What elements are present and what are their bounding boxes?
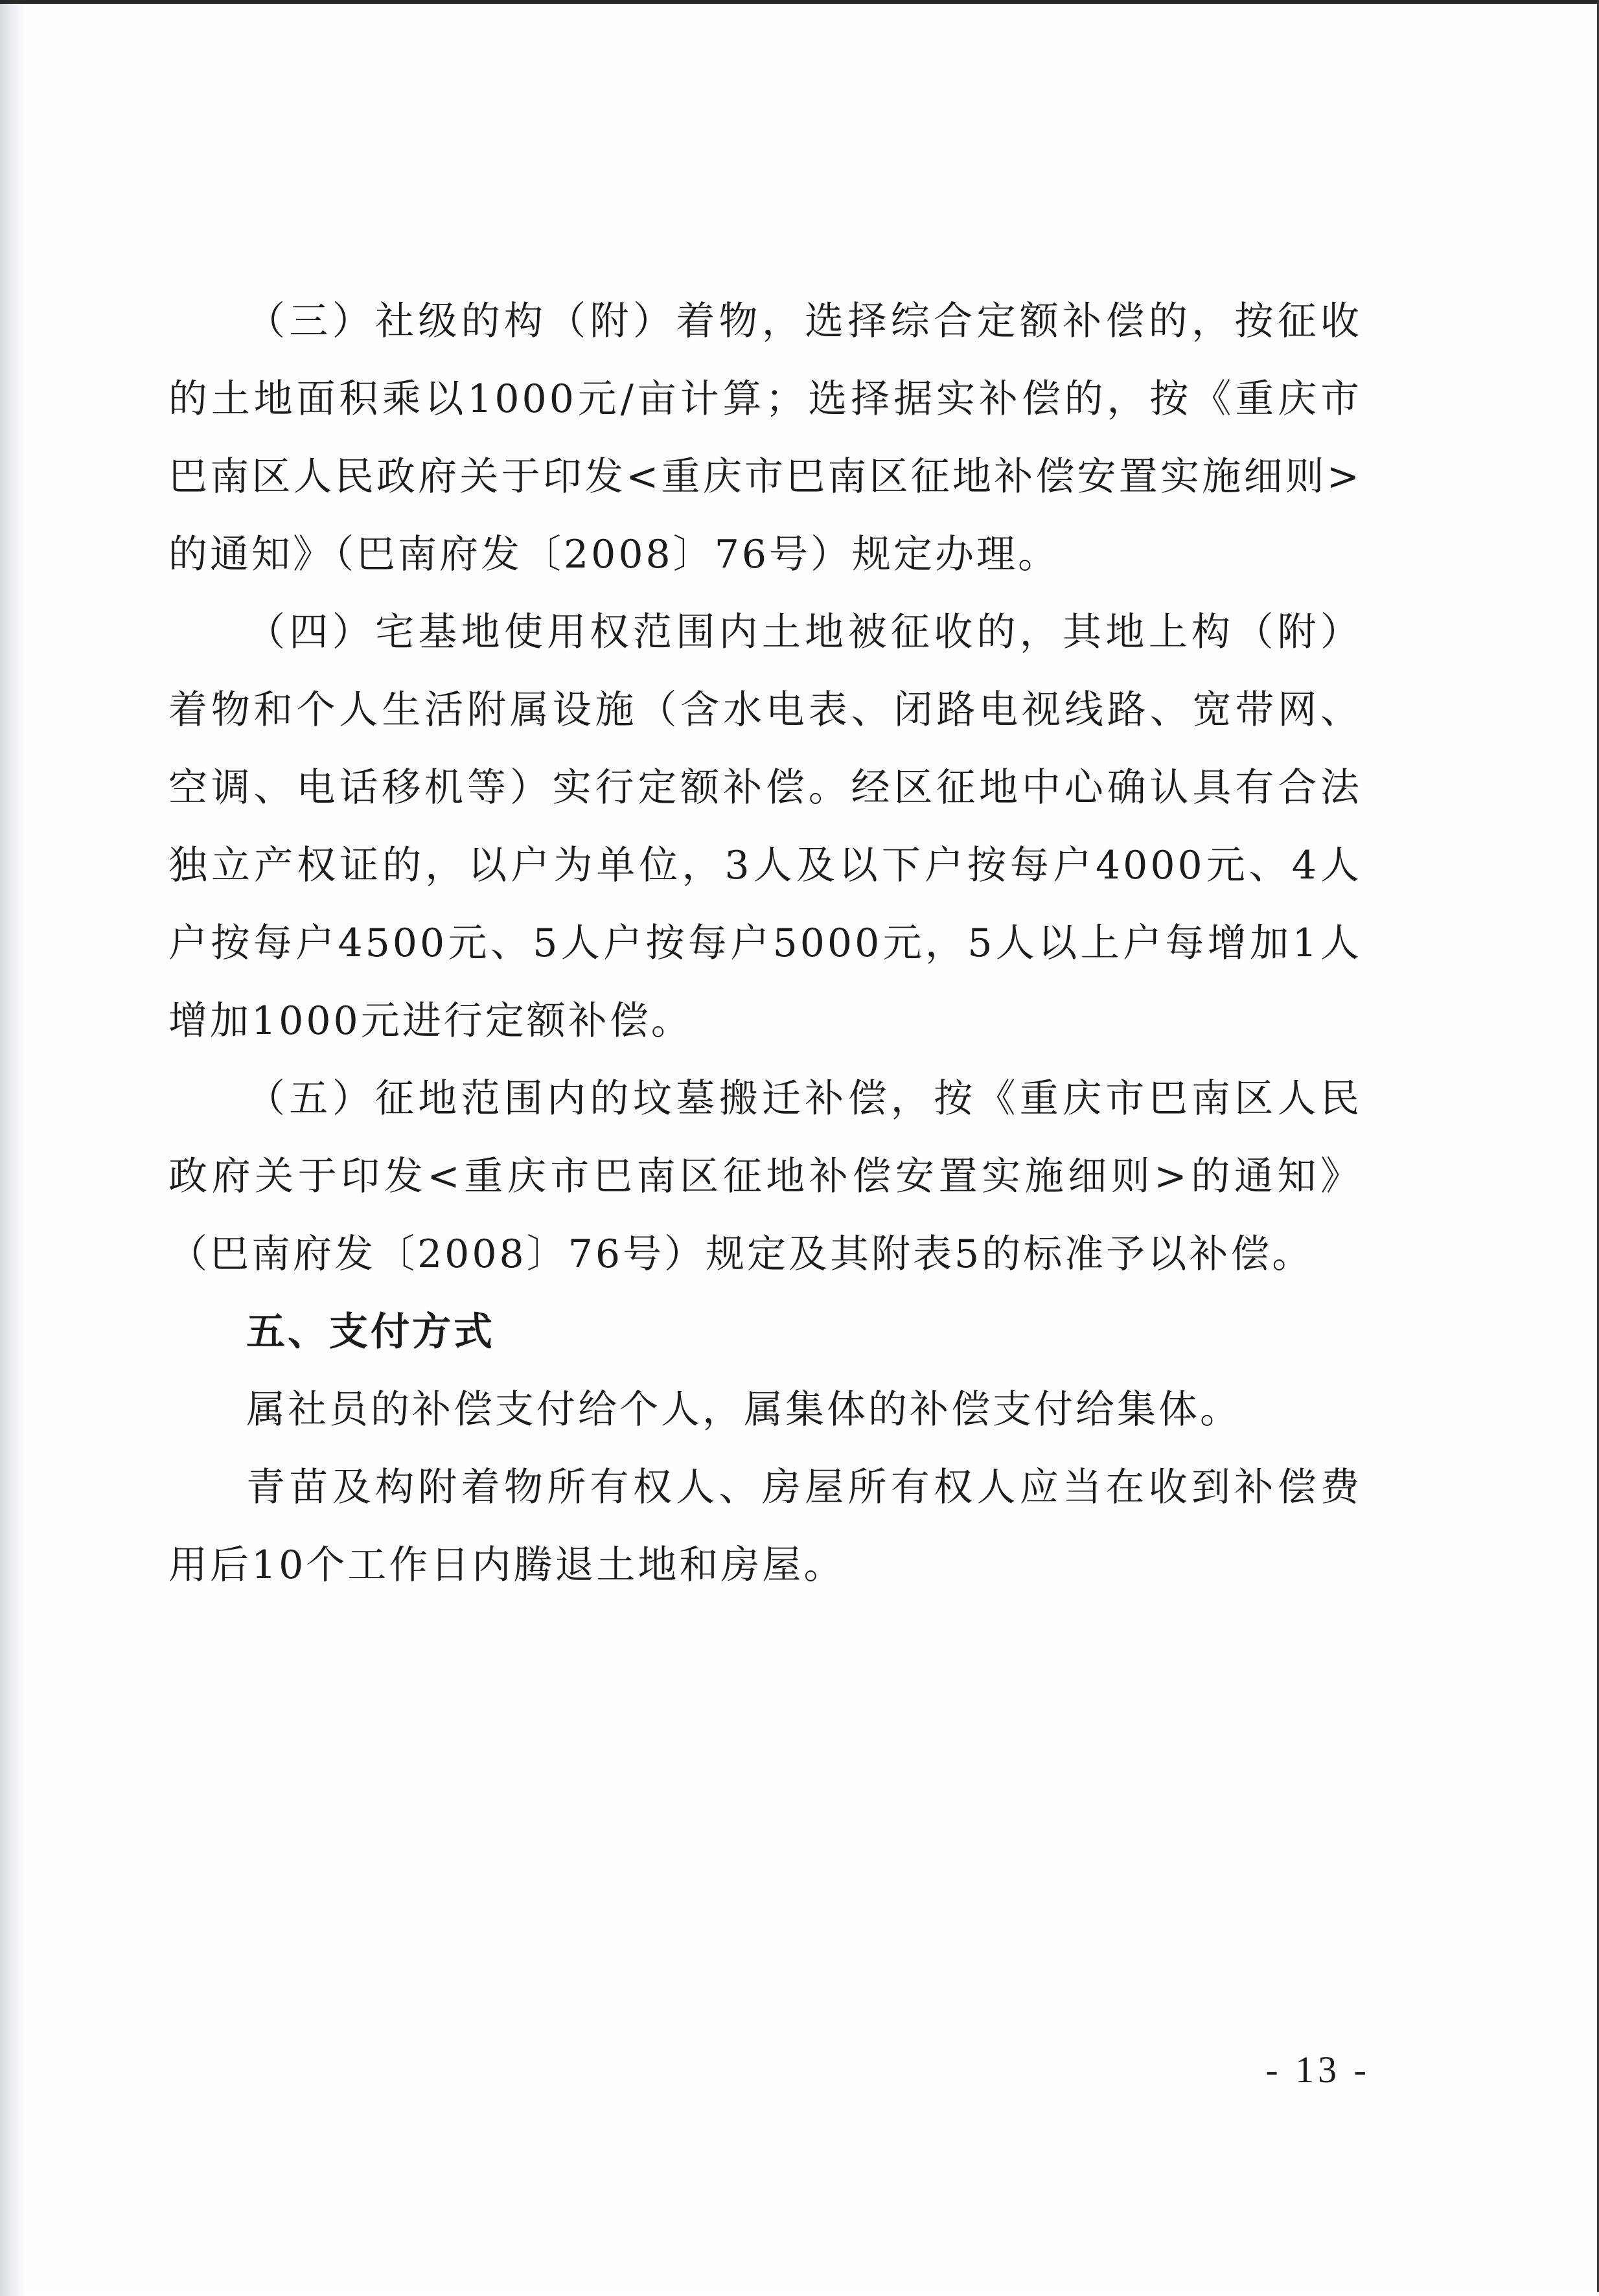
paragraph-payment-recipients: 属社员的补偿支付给个人，属集体的补偿支付给集体。	[246, 1387, 1241, 1432]
section-heading-payment-method: 五、支付方式	[246, 1309, 495, 1355]
paragraph-item-5: （五）征地范围内的坟墓搬迁补偿，按《重庆市巴南区人民政府关于印发<重庆市巴南区征地补偿安置实施细则>的通知》（巴南府发〔2008〕76号）规定及其附表5的标准予以补偿。	[168, 1076, 1362, 1277]
paragraph-item-4: （四）宅基地使用权范围内土地被征收的，其地上构（附）着物和个人生活附属设施（含水电表、闭路电视线路、宽带网、空调、电话移机等）实行定额补偿。经区征地中心确认具有合法独立产权证的，以户为单位，3人及以下户按每户4000元、4人户按每户4500元、5人户按每户5000元，5人以上户每增加1人增加1000元进行定额补偿。	[168, 610, 1362, 1044]
document-body	[168, 282, 1362, 1604]
page-number: - 13 -	[1265, 2049, 1370, 2091]
paragraph-vacate-deadline: 青苗及构附着物所有权人、房屋所有权人应当在收到补偿费用后10个工作日内腾退土地和房屋。	[168, 1465, 1362, 1588]
scan-edge-shadow	[0, 4, 26, 2296]
paragraph-item-3: （三）社级的构（附）着物，选择综合定额补偿的，按征收的土地面积乘以1000元/亩计算；选择据实补偿的，按《重庆市巴南区人民政府关于印发<重庆市巴南区征地补偿安置实施细则>的通知》（巴南府发〔2008〕76号）规定办理。	[168, 299, 1362, 577]
